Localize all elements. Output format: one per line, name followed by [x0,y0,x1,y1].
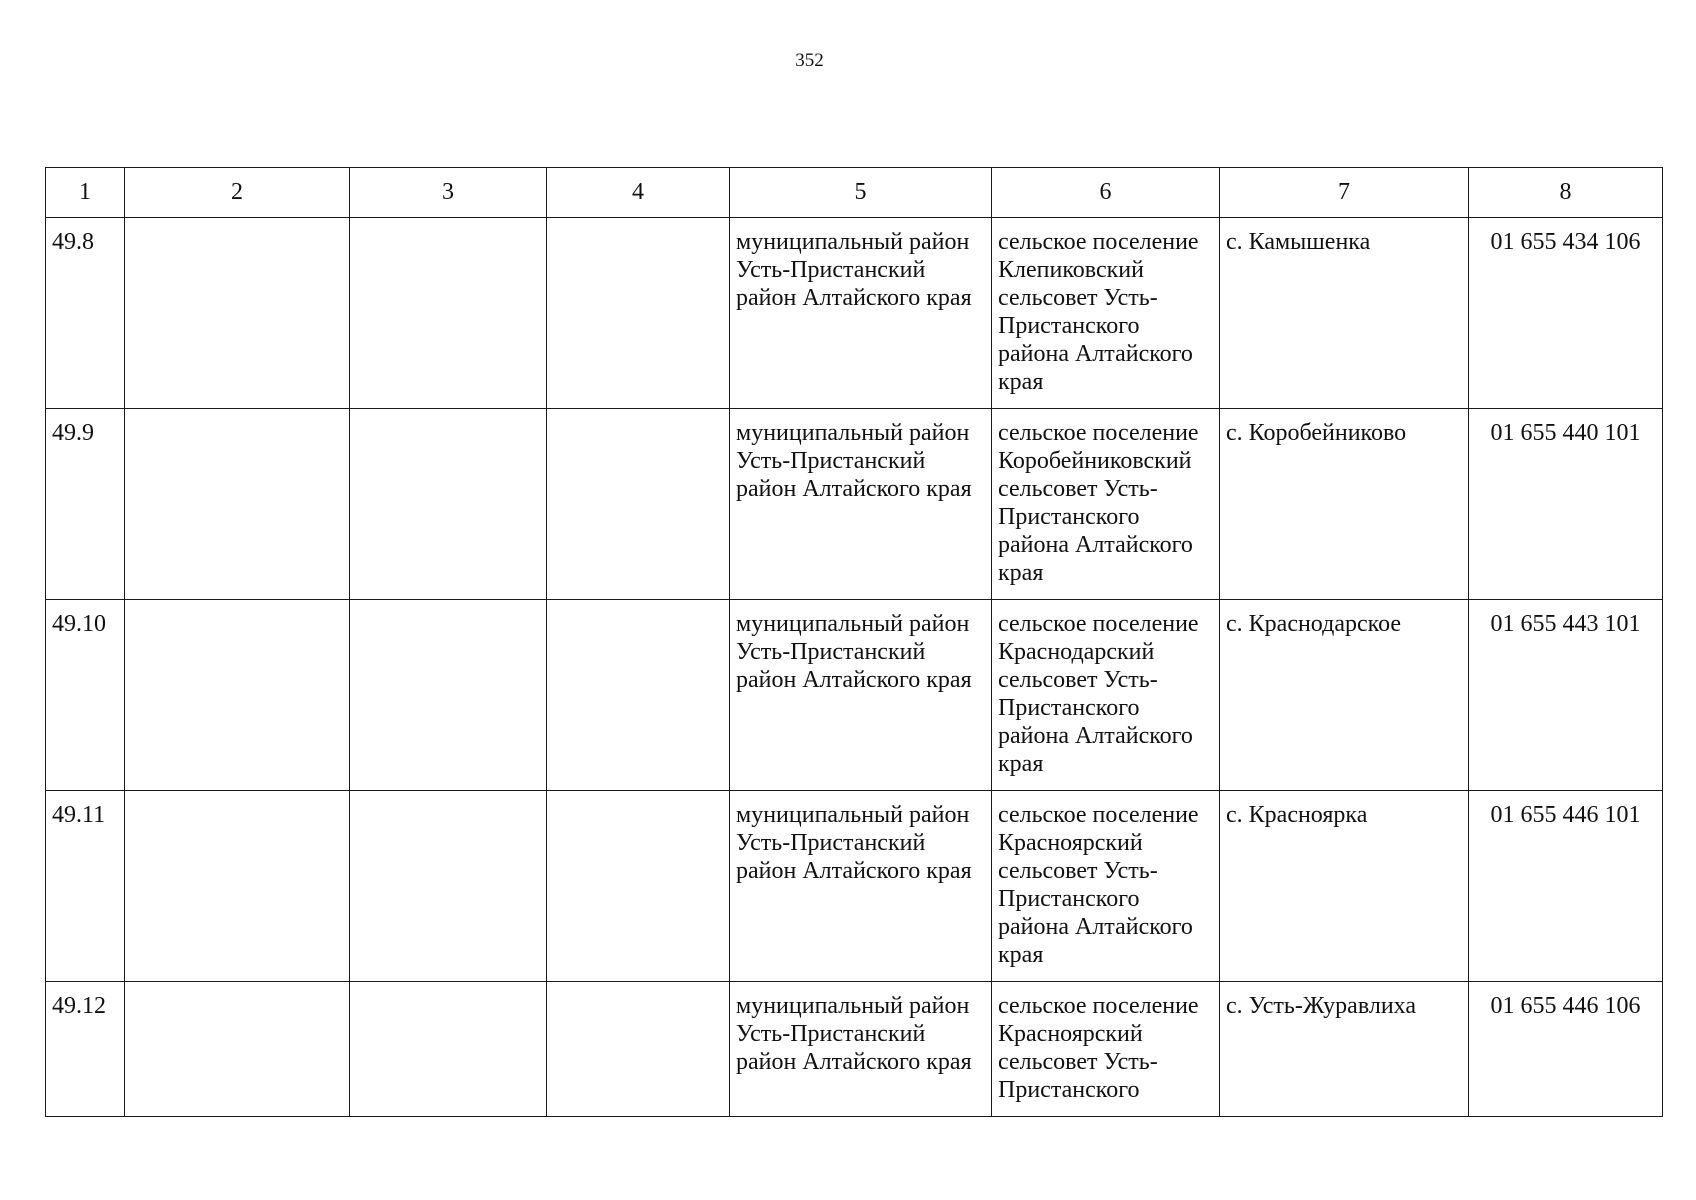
cell-col-4 [547,791,730,982]
cell-number: 49.8 [46,218,125,409]
cell-col-3 [350,409,547,600]
header-col-2: 2 [125,168,350,218]
cell-municipal-district: муниципальный район Усть-Пристанский район Алтайского края [730,218,992,409]
cell-col-3 [350,600,547,791]
cell-code: 01 655 446 106 [1469,982,1663,1117]
cell-col-3 [350,218,547,409]
cell-col-3 [350,982,547,1117]
cell-municipal-district: муниципальный район Усть-Пристанский район Алтайского края [730,409,992,600]
cell-locality: с. Краснодарское [1220,600,1469,791]
cell-settlement: сельское поселение Красноярский сельсовет Усть-Пристанского района Алтайского края [992,791,1220,982]
cell-col-2 [125,218,350,409]
page-number: 352 [795,50,824,71]
cell-code: 01 655 434 106 [1469,218,1663,409]
cell-code: 01 655 446 101 [1469,791,1663,982]
cell-locality: с. Усть-Журавлиха [1220,982,1469,1117]
header-col-1: 1 [46,168,125,218]
cell-locality: с. Камышенка [1220,218,1469,409]
cell-col-4 [547,218,730,409]
cell-settlement: сельское поселение Коробейниковский сельсовет Усть-Пристанского района Алтайского края [992,409,1220,600]
cell-number: 49.10 [46,600,125,791]
cell-col-4 [547,600,730,791]
cell-number: 49.11 [46,791,125,982]
header-col-7: 7 [1220,168,1469,218]
header-col-3: 3 [350,168,547,218]
header-col-6: 6 [992,168,1220,218]
register-table [45,167,1663,1117]
table-row [46,791,1663,982]
table-header [46,168,1663,218]
cell-code: 01 655 443 101 [1469,600,1663,791]
header-row [46,168,1663,218]
table-row [46,218,1663,409]
cell-col-4 [547,982,730,1117]
cell-col-2 [125,982,350,1117]
cell-number: 49.9 [46,409,125,600]
cell-col-2 [125,409,350,600]
cell-settlement: сельское поселение Красноярский сельсовет Усть-Пристанского [992,982,1220,1117]
cell-locality: с. Красноярка [1220,791,1469,982]
cell-municipal-district: муниципальный район Усть-Пристанский район Алтайского края [730,791,992,982]
cell-municipal-district: муниципальный район Усть-Пристанский район Алтайского края [730,982,992,1117]
table-row [46,600,1663,791]
header-col-5: 5 [730,168,992,218]
cell-col-2 [125,791,350,982]
cell-number: 49.12 [46,982,125,1117]
cell-municipal-district: муниципальный район Усть-Пристанский район Алтайского края [730,600,992,791]
cell-settlement: сельское поселение Клепиковский сельсовет Усть-Пристанского района Алтайского края [992,218,1220,409]
cell-col-3 [350,791,547,982]
header-col-8: 8 [1469,168,1663,218]
cell-col-2 [125,600,350,791]
cell-code: 01 655 440 101 [1469,409,1663,600]
table-row [46,409,1663,600]
header-col-4: 4 [547,168,730,218]
table-body [46,218,1663,1117]
cell-locality: с. Коробейниково [1220,409,1469,600]
cell-settlement: сельское поселение Краснодарский сельсовет Усть-Пристанского района Алтайского края [992,600,1220,791]
table-row [46,982,1663,1117]
cell-col-4 [547,409,730,600]
